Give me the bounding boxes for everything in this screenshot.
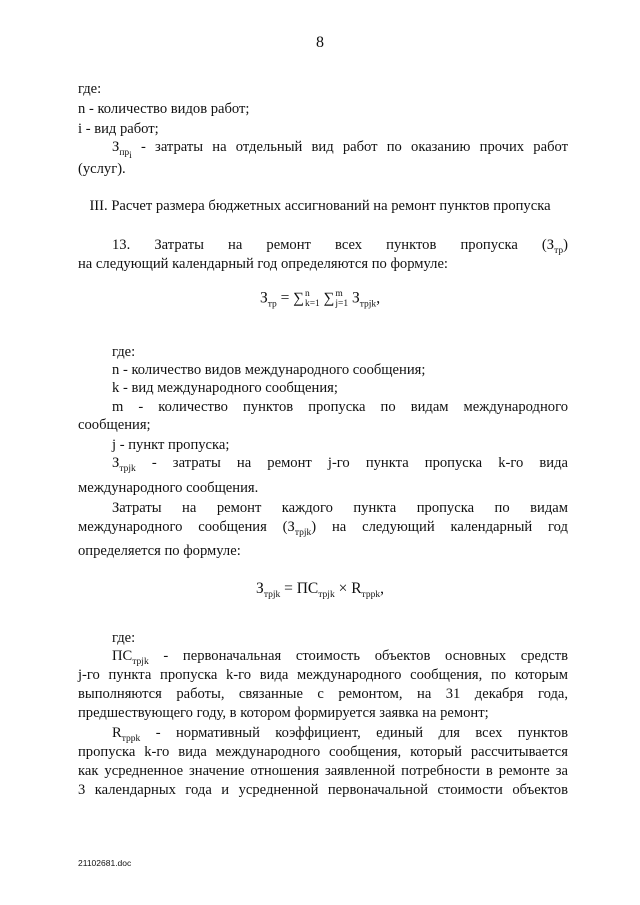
text-line: i - вид работ; [78,121,159,137]
footer-filename: 21102681.doc [78,858,132,868]
text-line: где: [78,81,102,97]
text-line: m - количество пунктов пропуска по видам международного [112,399,568,415]
text-line: где: [112,630,136,646]
formula-1: $З_{тр} = \sum n$ k=1 ∑m j=1 $З_{трjk}$, [259,289,381,310]
text-line: пропуска k-го вида международного сообщения, который рассчитывается [78,744,568,760]
paragraph-13-line2: на следующий календарный год определяются по формуле: [78,256,448,272]
text-line: k - вид международного сообщения; [112,380,338,396]
sum-symbol: ∑ [293,290,304,307]
text-line: 3 календарных года и усредненной первоначальной стоимости объектов [78,782,568,798]
paragraph-2-line3: определяется по формуле: [78,543,241,559]
text-line: как усредненное значение отношения заявленной потребности в ремонте за [78,763,568,779]
text-line: n - количество видов работ; [78,101,250,117]
text-line: сообщения; [78,417,151,433]
paragraph-2-line2: международного сообщения $(З_{трjk})$ на следующий календарный год [78,519,568,538]
text-line: предшествующего году, в котором формируется заявка на ремонт; [78,705,489,721]
definition-ztrjk: $З_{трjk}$ - затраты на ремонт j-го пункта пропуска k-го вида [112,455,568,474]
text-line: выполняются работы, связанные с ремонтом, на 31 декабря года, [78,686,568,702]
page-number: 8 [316,34,324,51]
text-line: международного сообщения. [78,480,259,496]
section-heading: III. Расчет размера бюджетных ассигнований на ремонт пунктов пропуска [89,198,551,214]
text-line: где: [112,344,136,360]
paragraph-13-line1: 13. Затраты на ремонт всех пунктов пропуска $(З_{тр})$ [112,237,568,256]
definition-rtrpk: $R_{трpk}$ - нормативный коэффициент, единый для всех пунктов [112,725,568,744]
text-line: n - количество видов международного сообщения; [112,362,426,378]
definition-zpri: $З_{пр_i}$ - затраты на отдельный вид работ по оказанию прочих работ [112,139,568,161]
sum-symbol: ∑ [323,290,335,307]
definition-pstrjk: $ПС_{трjk}$ - первоначальная стоимость объектов основных средств [112,648,568,667]
text-line: (услуг). [78,161,126,177]
text-line: j - пункт пропуска; [112,437,230,453]
paragraph-2-line1: Затраты на ремонт каждого пункта пропуска по видам [112,500,568,516]
formula-2: $З_{трjk} = ПС_{трjk} \times R_{трpk}$, [256,580,384,601]
text-line: j-го пункта пропуска k-го вида международного сообщения, по которым [78,667,568,683]
